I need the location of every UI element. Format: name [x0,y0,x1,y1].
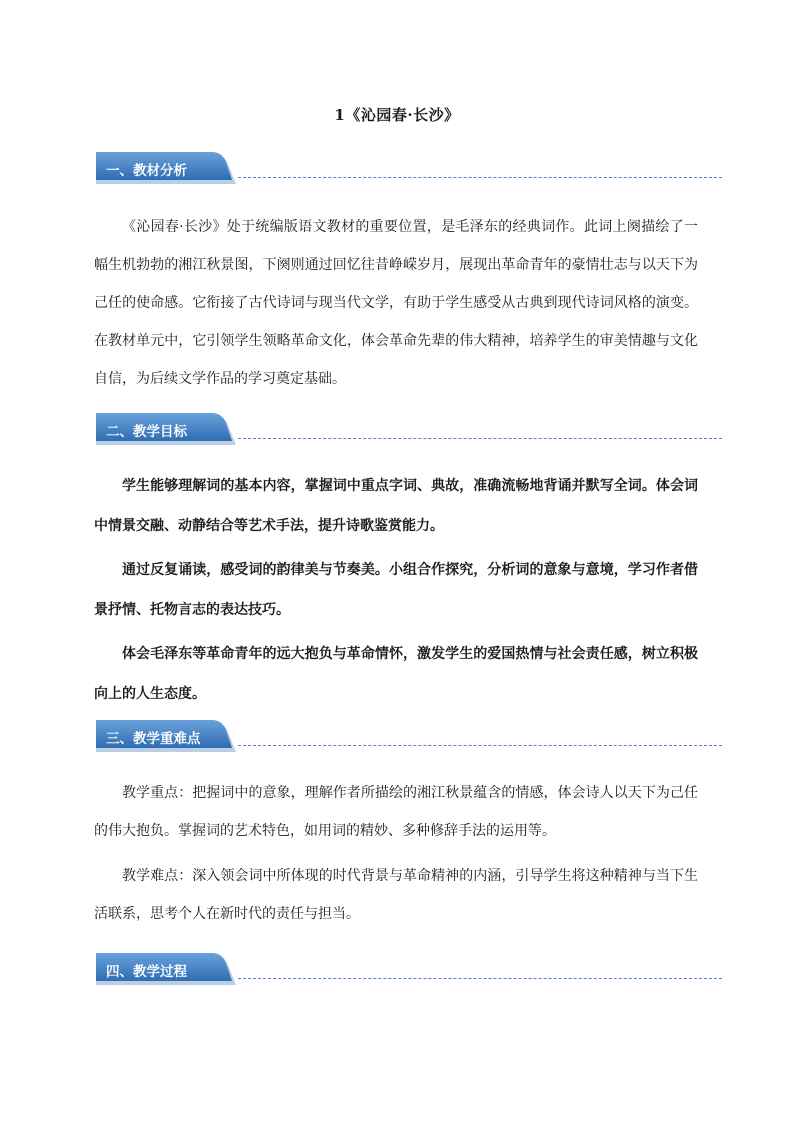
dashed-divider [238,745,722,746]
section-tab [96,720,238,754]
section-heading: 二、教学目标 [106,424,187,440]
section-heading: 一、教材分析 [106,163,187,179]
paragraph: 教学重点：把握词中的意象，理解作者所描绘的湘江秋景蕴含的情感，体会诗人以天下为己任的伟大抱负。掌握词的艺术特色，如用词的精妙、多种修辞手法的运用等。 [94,785,698,839]
section-heading: 四、教学过程 [106,964,187,980]
paragraph: 教学难点：深入领会词中所体现的时代背景与革命精神的内涵，引导学生将这种精神与当下生活联系，思考个人在新时代的责任与担当。 [94,868,698,922]
paragraph: 学生能够理解词的基本内容，掌握词中重点字词、典故，准确流畅地背诵并默写全词。体会词中情景交融、动静结合等艺术手法，提升诗歌鉴赏能力。 [94,478,698,534]
dashed-divider [238,177,722,178]
section-header-textbook-analysis [96,152,722,186]
section-tab [96,413,238,447]
paragraph: 体会毛泽东等革命青年的远大抱负与革命情怀，激发学生的爱国热情与社会责任感，树立积极向上的人生态度。 [94,646,698,702]
section-tab [96,953,238,987]
section-header-teaching-process [96,953,722,987]
section-tab [96,152,238,186]
page-title: 1《沁园春·长沙》 [334,106,460,124]
dashed-divider [238,438,722,439]
section-heading: 三、教学重难点 [106,731,201,747]
paragraph: 《沁园春·长沙》处于统编版语文教材的重要位置，是毛泽东的经典词作。此词上阕描绘了一幅生机勃勃的湘江秋景图，下阕则通过回忆往昔峥嵘岁月，展现出革命青年的豪情壮志与以天下为己任的使命感。它衔接了古代诗词与现当代文学，有助于学生感受从古典到现代诗词风格的演变。在教材单元中，它引领学生领略革命文化，体会革命先辈的伟大精神，培养学生的审美情趣与文化自信，为后续文学作品的学习奠定基础。 [94,219,698,387]
section-header-teaching-objectives [96,413,722,447]
paragraph: 通过反复诵读，感受词的韵律美与节奏美。小组合作探究，分析词的意象与意境，学习作者借景抒情、托物言志的表达技巧。 [94,562,698,618]
section-header-key-difficult-points [96,720,722,754]
dashed-divider [238,978,722,979]
